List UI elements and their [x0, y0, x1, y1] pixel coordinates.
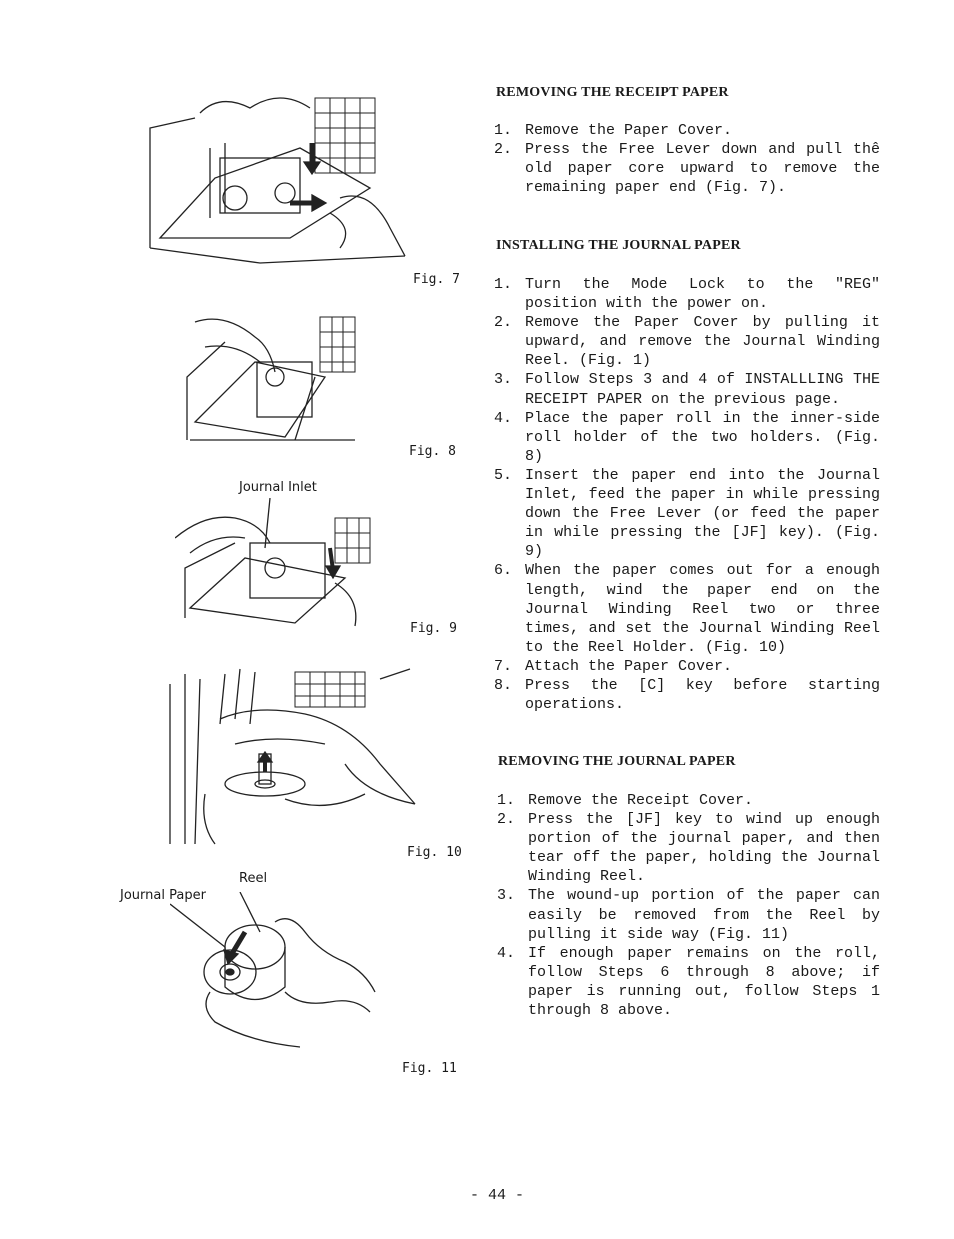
figure-10-caption: Fig. 10	[407, 845, 462, 860]
list-item: 1. Remove the Paper Cover.	[494, 122, 733, 139]
reel-label: Reel	[239, 871, 268, 886]
figure-7-illustration	[140, 88, 410, 273]
section-heading-installing-journal-paper: INSTALLING THE JOURNAL PAPER	[496, 238, 741, 253]
list-item: 8. Press the [C] key before starting operations.	[494, 676, 880, 714]
figure-10-illustration	[165, 664, 420, 849]
figure-11-caption: Fig. 11	[402, 1061, 457, 1076]
list-item: 4. If enough paper remains on the roll, follow Steps 6 through 8 above; if paper is running out, follow Steps 1 through 8 above.	[497, 944, 880, 1020]
journal-paper-label: Journal Paper	[120, 888, 206, 903]
section-heading-removing-journal-paper: REMOVING THE JOURNAL PAPER	[498, 754, 736, 769]
list-item: 1. Remove the Receipt Cover.	[497, 792, 754, 809]
list-item: 5. Insert the paper end into the Journal Inlet, feed the paper in while pressing down the Free Lever (or feed the paper in while pressing the [JF] key). (Fig. 9)	[494, 466, 880, 561]
figure-11-illustration	[170, 892, 380, 1052]
list-item: 1. Turn the Mode Lock to the "REG" position with the power on.	[494, 276, 880, 313]
figure-8-illustration	[185, 302, 365, 444]
list-item: 2. Press the [JF] key to wind up enough portion of the journal paper, and then tear off the paper, holding the Journal Winding Reel.	[497, 811, 880, 886]
figure-8-caption: Fig. 8	[409, 444, 456, 459]
figure-7-caption: Fig. 7	[413, 272, 460, 287]
page-number: - 44 -	[470, 1187, 525, 1204]
removing-journal-paper-steps	[497, 791, 880, 1020]
figure-9-illustration	[175, 498, 375, 628]
list-item: 2. Remove the Paper Cover by pulling it upward, and remove the Journal Winding Reel. (Fig. 1)	[494, 314, 880, 370]
list-item: 3. The wound-up portion of the paper can easily be removed from the Reel by pulling it side way (Fig. 11)	[497, 887, 880, 943]
list-item: 3. Follow Steps 3 and 4 of INSTALLLING THE RECEIPT PAPER on the previous page.	[494, 371, 880, 408]
removing-receipt-paper-steps	[494, 121, 880, 197]
figure-9-caption: Fig. 9	[410, 621, 457, 636]
list-item: 4. Place the paper roll in the inner-side roll holder of the two holders. (Fig. 8)	[494, 409, 880, 465]
journal-inlet-label: Journal Inlet	[239, 480, 317, 495]
section-heading-removing-receipt-paper: REMOVING THE RECEIPT PAPER	[496, 85, 729, 100]
installing-journal-paper-steps	[494, 275, 880, 714]
list-item: 6. When the paper comes out for a enough length, wind the paper end on the Journal Winding Reel two or three times, and set the Journal Winding Reel to the Reel Holder. (Fig. 10)	[494, 562, 880, 656]
list-item: 7. Attach the Paper Cover.	[494, 657, 733, 675]
list-item: 2. Press the Free Lever down and pull thê old paper core upward to remove the remaining paper end (Fig. 7).	[494, 141, 880, 197]
